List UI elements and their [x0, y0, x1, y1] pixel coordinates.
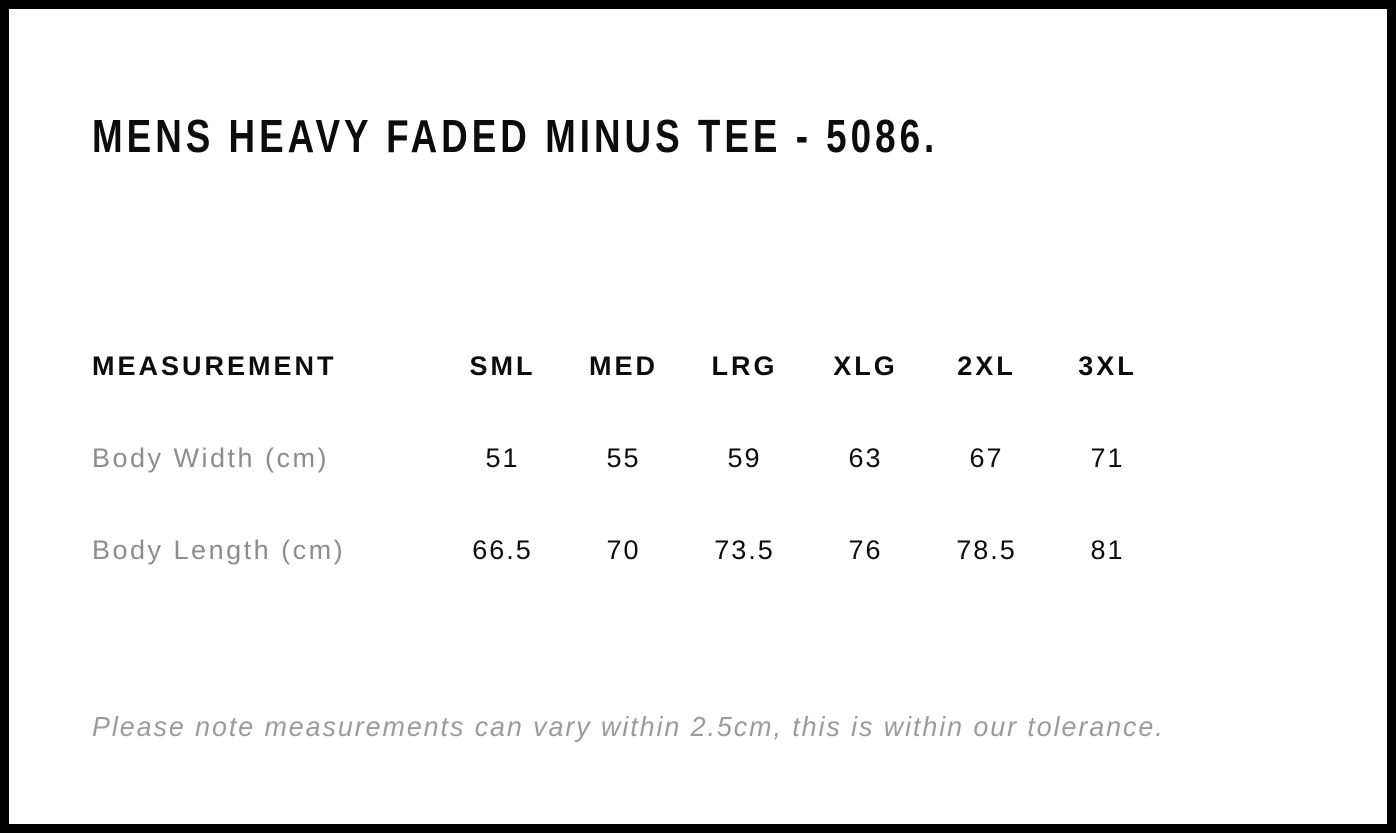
column-header-sml: SML — [469, 351, 536, 381]
row-label-body-width: Body Width (cm) — [92, 443, 330, 473]
column-header-3xl: 3XL — [1078, 351, 1137, 381]
body-width-lrg: 59 — [727, 443, 762, 473]
body-length-xlg: 76 — [848, 535, 883, 565]
column-header-xlg: XLG — [833, 351, 898, 381]
body-length-lrg: 73.5 — [714, 535, 775, 565]
tolerance-note: Please note measurements can vary within 2.5cm, this is within our tolerance. — [92, 711, 1165, 742]
column-header-med: MED — [589, 351, 658, 381]
body-width-2xl: 67 — [969, 443, 1004, 473]
body-width-xlg: 63 — [848, 443, 883, 473]
body-length-med: 70 — [606, 535, 641, 565]
size-chart-table — [92, 351, 1307, 565]
body-width-3xl: 71 — [1090, 443, 1125, 473]
column-header-lrg: LRG — [711, 351, 778, 381]
page-title: MENS HEAVY FADED MINUS TEE - 5086. — [92, 110, 939, 162]
body-length-3xl: 81 — [1090, 535, 1125, 565]
body-width-med: 55 — [606, 443, 641, 473]
body-width-sml: 51 — [485, 443, 520, 473]
row-label-body-length: Body Length (cm) — [92, 535, 346, 565]
column-header-measurement: MEASUREMENT — [92, 351, 337, 381]
body-length-sml: 66.5 — [472, 535, 533, 565]
size-chart-content — [9, 110, 1387, 743]
body-length-2xl: 78.5 — [956, 535, 1017, 565]
column-header-2xl: 2XL — [957, 351, 1016, 381]
